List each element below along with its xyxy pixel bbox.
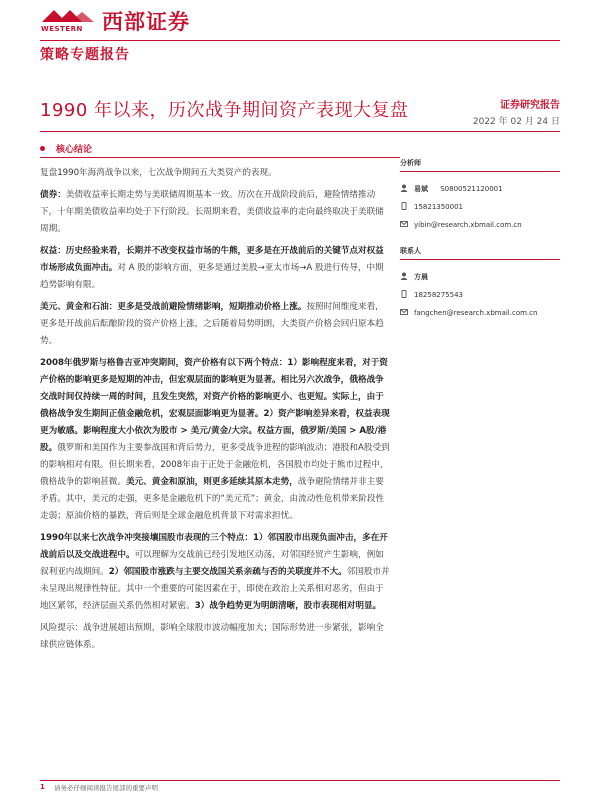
contact-name-row bbox=[400, 268, 560, 286]
paragraph-intro: 复盘1990年海湾战争以来，七次战争期间五大类资产的表现。 bbox=[40, 168, 277, 178]
bullet-icon bbox=[40, 146, 45, 151]
report-title: 1990 年以来，历次战争期间资产表现大复盘 bbox=[40, 100, 409, 121]
logo-mark-icon bbox=[40, 8, 96, 24]
paragraph-commodities bbox=[40, 299, 392, 350]
report-date: 2022 年 02 月 24 日 bbox=[472, 117, 560, 127]
analyst-email[interactable]: yibin@research.xbmail.com.cn bbox=[414, 221, 522, 229]
company-logo bbox=[40, 8, 96, 36]
analyst-name: 易斌 bbox=[414, 185, 428, 193]
person-icon bbox=[400, 184, 408, 192]
paragraph-risk: 风险提示：战争进展超出预期，影响全球股市波动幅度加大；国际形势进一步紧张，影响全球供应链体系。 bbox=[40, 623, 384, 650]
page-number: 1 bbox=[40, 783, 45, 791]
bonds-text: 美债收益率长期走势与美联储周期基本一致。历次在开战阶段前后，避险情绪推动下，十年期美债收益率均处于下行阶段。长周期来看，美债收益率的走向最终取决于美联储周期。 bbox=[40, 190, 384, 234]
neighbors-lead-2: 2）邻国股市涨跌与主要交战国关系亲疏与否的关联度并不大。 bbox=[108, 567, 347, 577]
neighbors-text: 可以理解为交战前已经引发地区动荡，对邻国经贸产生影响，例如叙利亚内战期间。 bbox=[40, 550, 384, 577]
analyst-sidebar bbox=[400, 158, 560, 322]
conflict-lead-2: 美元、黄金和原油，则更多延续其原本走势， bbox=[125, 477, 298, 487]
paragraph-equity bbox=[40, 243, 392, 294]
section-label: 核心结论 bbox=[56, 145, 93, 155]
header-divider bbox=[40, 40, 560, 41]
equity-lead: 权益：历史经验来看，长期并不改变权益市场的牛熊，更多是在开战前后的关键节点对权益市场形成负面冲击。 bbox=[40, 246, 384, 273]
analyst-phone-row bbox=[400, 198, 560, 216]
footer-divider bbox=[40, 780, 560, 781]
section-heading bbox=[40, 142, 400, 156]
report-type: 策略专题报告 bbox=[40, 47, 130, 63]
contact-name: 方晨 bbox=[414, 273, 428, 281]
phone-icon bbox=[400, 290, 408, 298]
analyst-phone: 15821350001 bbox=[414, 203, 463, 211]
disclaimer-note: 请务必仔细阅读报告尾部的重要声明 bbox=[54, 784, 158, 792]
bonds-lead: 债券： bbox=[40, 190, 66, 200]
paragraph-neighbors bbox=[40, 530, 392, 615]
main-content bbox=[40, 165, 392, 659]
contact-phone-row bbox=[400, 286, 560, 304]
paragraph-bonds bbox=[40, 187, 392, 238]
neighbors-lead-3: 3）战争趋势更为明朗清晰，股市表现相对明显。 bbox=[194, 601, 382, 611]
contact-email[interactable]: fangchen@research.xbmail.com.cn bbox=[414, 309, 538, 317]
analyst-section-title: 分析师 bbox=[400, 158, 560, 172]
conflict-text: 俄罗斯和美国作为主要参战国和背后势力，更多受战争进程的影响波动；港股和A股受到的影响相对有限。但长期来看，2008年由于正处于金融危机，各国股市均处于熊市过程中，俄格战争的影响甚微。 bbox=[40, 443, 390, 487]
contact-section-title: 联系人 bbox=[400, 246, 560, 260]
analyst-cert-number: S0800521120001 bbox=[440, 185, 503, 193]
paragraph-2008-conflict bbox=[40, 355, 392, 525]
neighbors-text-2: 邻国股市并未呈现出规律性特征。其中一个重要的可能因素在于，即使在政治上关系相对恶劣，但由于地区紧邻，经济层面关系仍然相对紧密。 bbox=[40, 567, 390, 611]
neighbors-lead: 1990年以来七次战争冲突接壤国股市表现的三个特点：1）邻国股市出现负面冲击，多在开战前后以及交战进程中。 bbox=[40, 533, 388, 560]
conflict-lead: 2008年俄罗斯与格鲁吉亚冲突期间，资产价格有以下两个特点：1）影响程度来看，对于资产价格的影响更多是短期的冲击，但宏观层面的影响更为显著。相比另六次战争，俄格战争交战时间仅持续一周的时间，且发生突然，对资产价格的影响更小、也更短。实际上，由于俄格战争发生期间正值金融危机，宏观层面影响更为显著。2）资产影响差异来看，权益表现更为敏感。影响程度大小依次为股市 > 美元/黄金/大宗。权益方面，俄罗斯/美国 > A股/港股。 bbox=[40, 358, 390, 453]
analyst-email-row[interactable] bbox=[400, 216, 560, 234]
analyst-name-row bbox=[400, 180, 560, 198]
commodities-text: 按照时间维度来看，更多是开战前后酝酿阶段的资产价格上涨，之后随着局势明朗，大类资产价格会回归原本趋势。 bbox=[40, 302, 384, 346]
person-icon bbox=[400, 272, 408, 280]
contact-email-row[interactable] bbox=[400, 304, 560, 322]
conflict-text-2: 战争避险情绪并非主要矛盾。其中，美元的走强，更多是金融危机下的“美元荒”；黄金，由流动性危机带来阶段性走弱；原油价格的暴跌，背后则是全球金融危机背景下对需求担忧。 bbox=[40, 477, 385, 521]
section-divider bbox=[40, 157, 400, 158]
email-icon bbox=[400, 220, 408, 228]
phone-icon bbox=[400, 202, 408, 210]
email-icon bbox=[400, 308, 408, 316]
commodities-lead: 美元、黄金和石油：更多是受战前避险情绪影响，短期推动价格上涨。 bbox=[40, 302, 307, 312]
company-name: 西部证券 bbox=[102, 10, 190, 34]
report-category-tag: 证券研究报告 bbox=[500, 100, 560, 111]
contact-phone: 18258275543 bbox=[414, 291, 463, 299]
equity-text: 对 A 股的影响方面，更多是通过美股→亚太市场→A 股进行传导，中期趋势影响有限。 bbox=[40, 263, 384, 290]
title-divider bbox=[40, 131, 560, 132]
logo-english-text: WESTERN bbox=[41, 25, 83, 33]
